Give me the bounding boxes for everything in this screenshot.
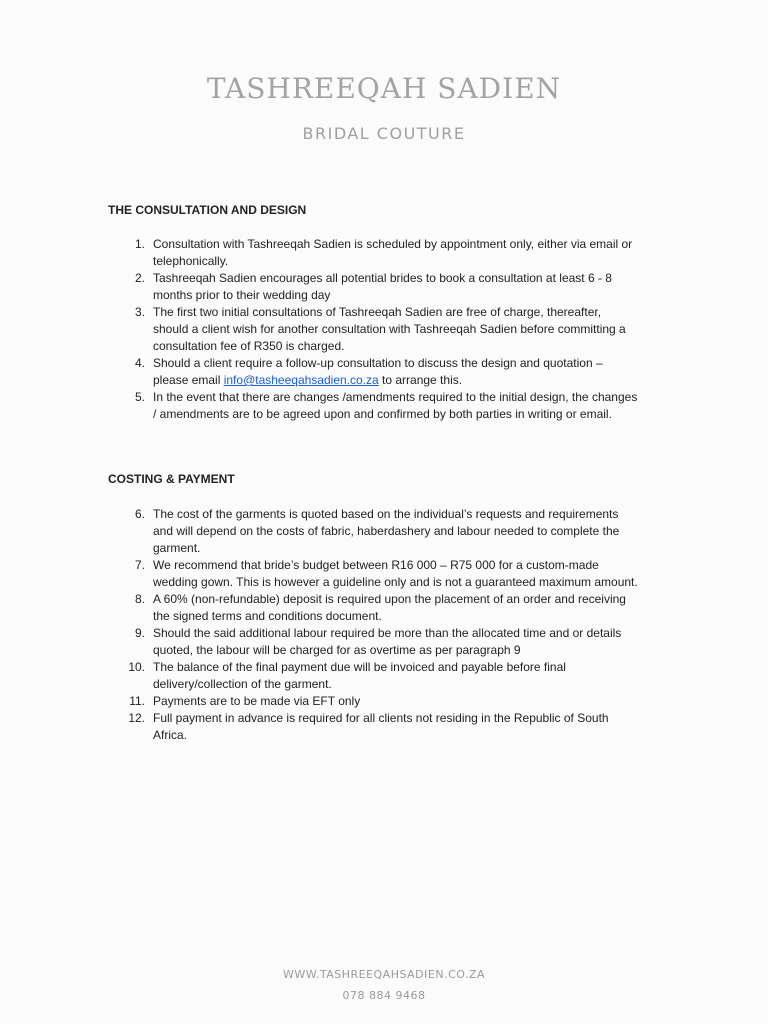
footer-phone: 078 884 9468	[342, 989, 426, 1002]
list-item: 8. A 60% (non-refundable) deposit is required upon the placement of an order and receiving the signed terms and conditions document.	[134, 592, 626, 623]
list-item: 7. We recommend that bride’s budget between R16 000 – R75 000 for a custom-made wedding gown. This is however a guideline only and is not a guaranteed maximum amount.	[134, 558, 638, 589]
list-item: 9. Should the said additional labour required be more than the allocated time and or details quoted, the labour will be charged for as overtime as per paragraph 9	[134, 626, 622, 657]
list-item: 6. The cost of the garments is quoted based on the individual’s requests and requirements and will depend on the costs of fabric, haberdashery and labour needed to complete the garment.	[134, 507, 620, 555]
email-link[interactable]: info@tasheeqahsadien.co.za	[223, 373, 379, 387]
list-item: 10. The balance of the final payment due will be invoiced and payable before final delivery/collection of the garment.	[128, 660, 566, 691]
brand-subtitle: BRIDAL COUTURE	[302, 124, 466, 143]
list-item: 2. Tashreeqah Sadien encourages all potential brides to book a consultation at least 6 - 8 months prior to their wedding day	[134, 271, 612, 302]
footer-website: WWW.TASHREEQAHSADIEN.CO.ZA	[282, 968, 486, 981]
list-item: 5. In the event that there are changes /amendments required to the initial design, the changes / amendments are to be agreed upon and confirmed by both parties in writing or email.	[134, 390, 638, 421]
list-item: 11. Payments are to be made via EFT only	[129, 694, 361, 708]
list-item: 12. Full payment in advance is required for all clients not residing in the Republic of South Africa.	[128, 711, 609, 742]
consultation-list	[108, 236, 638, 423]
list-item: 1. Consultation with Tashreeqah Sadien is scheduled by appointment only, either via email or telephonically.	[134, 237, 633, 268]
section-title-costing: COSTING & PAYMENT	[108, 472, 235, 486]
section-title-consultation: THE CONSULTATION AND DESIGN	[108, 203, 307, 217]
list-item: 4. Should a client require a follow-up consultation to discuss the design and quotation – please email info@tasheeqahsadien.co.za to arrange this.	[134, 356, 603, 387]
costing-list	[108, 506, 638, 744]
brand-name: TASHREEQAH SADIEN	[206, 72, 562, 105]
list-item: 3. The first two initial consultations of Tashreeqah Sadien are free of charge, thereafter, should a client wish for another consultation with Tashreeqah Sadien before committing a consultation fee of R350 is charged.	[134, 305, 626, 353]
